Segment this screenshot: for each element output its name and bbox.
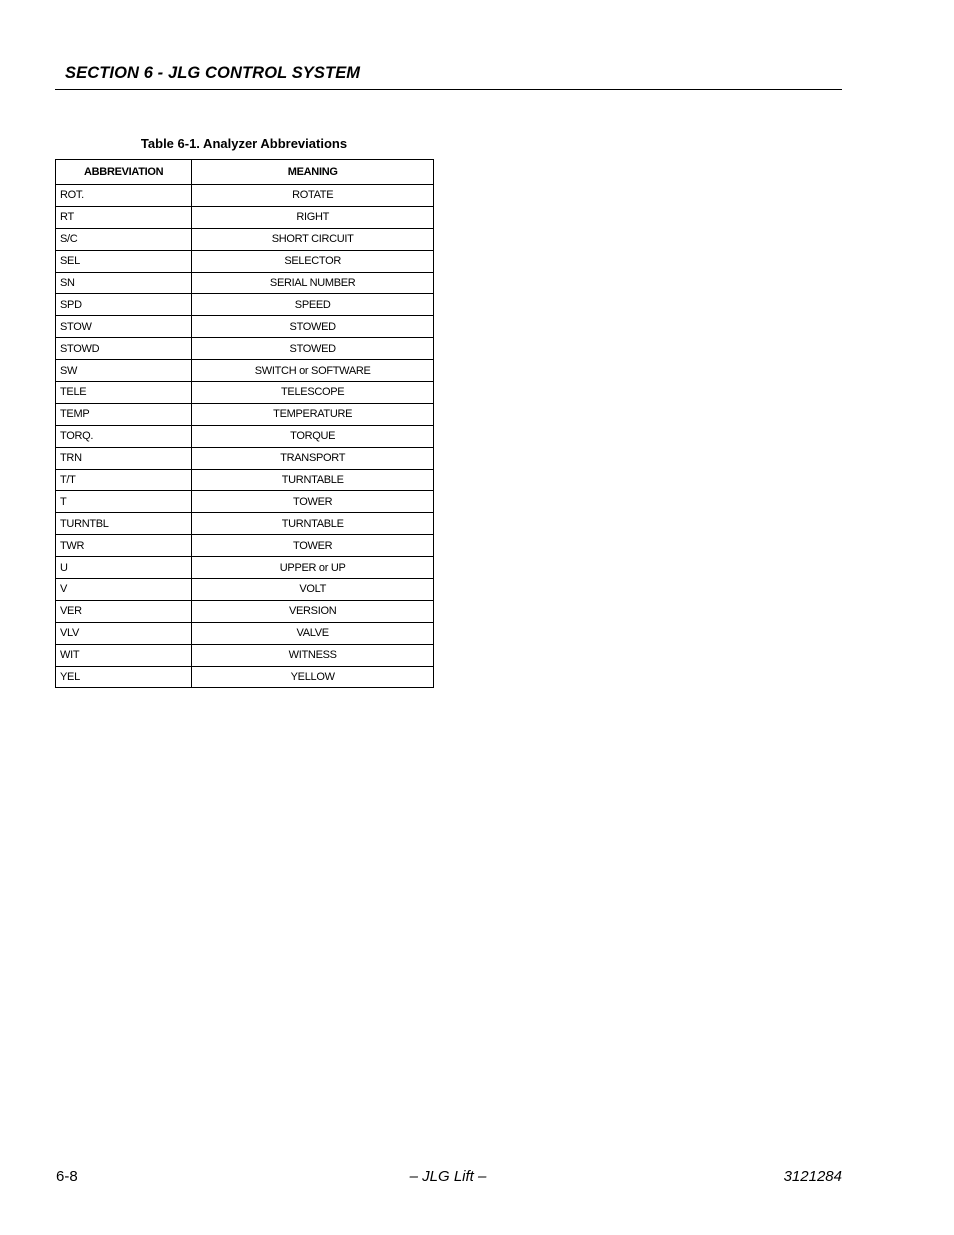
abbreviation-cell: S/C: [56, 228, 192, 250]
table-row: [56, 250, 434, 272]
abbreviation-cell: WIT: [56, 644, 192, 666]
abbreviation-cell: STOW: [56, 316, 192, 338]
abbreviation-cell: SPD: [56, 294, 192, 316]
column-header-meaning: MEANING: [192, 160, 434, 185]
abbreviation-cell: TEMP: [56, 403, 192, 425]
column-header-abbreviation: ABBREVIATION: [56, 160, 192, 185]
abbreviation-cell: TURNTBL: [56, 513, 192, 535]
abbreviation-cell: V: [56, 579, 192, 601]
meaning-cell: STOWED: [192, 338, 434, 360]
abbreviation-cell: T: [56, 491, 192, 513]
table-row: [56, 600, 434, 622]
meaning-cell: SHORT CIRCUIT: [192, 228, 434, 250]
meaning-cell: SELECTOR: [192, 250, 434, 272]
footer-publisher: – JLG Lift –: [409, 1168, 487, 1185]
table-row: [56, 425, 434, 447]
page-number: 6-8: [56, 1168, 78, 1185]
table-row: [56, 644, 434, 666]
table-row: [56, 360, 434, 382]
meaning-cell: ROTATE: [192, 185, 434, 207]
meaning-cell: SPEED: [192, 294, 434, 316]
meaning-cell: TOWER: [192, 535, 434, 557]
meaning-cell: TEMPERATURE: [192, 403, 434, 425]
abbreviation-cell: VER: [56, 600, 192, 622]
meaning-cell: RIGHT: [192, 206, 434, 228]
table-row: [56, 206, 434, 228]
header-divider: [55, 89, 842, 90]
meaning-cell: TELESCOPE: [192, 382, 434, 404]
meaning-cell: TOWER: [192, 491, 434, 513]
table-row: [56, 491, 434, 513]
table-row: [56, 666, 434, 688]
meaning-cell: SWITCH or SOFTWARE: [192, 360, 434, 382]
table-row: [56, 403, 434, 425]
abbreviation-cell: YEL: [56, 666, 192, 688]
abbreviation-cell: SN: [56, 272, 192, 294]
table-row: [56, 469, 434, 491]
meaning-cell: UPPER or UP: [192, 557, 434, 579]
section-title: SECTION 6 - JLG CONTROL SYSTEM: [65, 64, 361, 82]
abbreviation-cell: TORQ.: [56, 425, 192, 447]
table-header-row: [56, 160, 434, 185]
meaning-cell: TURNTABLE: [192, 513, 434, 535]
table-row: [56, 316, 434, 338]
meaning-cell: TORQUE: [192, 425, 434, 447]
meaning-cell: VOLT: [192, 579, 434, 601]
abbreviation-cell: VLV: [56, 622, 192, 644]
abbreviation-cell: TRN: [56, 447, 192, 469]
meaning-cell: SERIAL NUMBER: [192, 272, 434, 294]
meaning-cell: WITNESS: [192, 644, 434, 666]
meaning-cell: TURNTABLE: [192, 469, 434, 491]
document-number: 3121284: [783, 1168, 842, 1185]
table-body: [56, 185, 434, 688]
table-row: [56, 535, 434, 557]
abbreviation-cell: TWR: [56, 535, 192, 557]
abbreviations-table: [55, 159, 434, 688]
abbreviation-cell: U: [56, 557, 192, 579]
table-row: [56, 272, 434, 294]
table-row: [56, 338, 434, 360]
table-row: [56, 579, 434, 601]
table-row: [56, 557, 434, 579]
abbreviation-cell: T/T: [56, 469, 192, 491]
table-row: [56, 513, 434, 535]
table-row: [56, 382, 434, 404]
meaning-cell: STOWED: [192, 316, 434, 338]
table-row: [56, 228, 434, 250]
meaning-cell: TRANSPORT: [192, 447, 434, 469]
table-row: [56, 294, 434, 316]
table-row: [56, 447, 434, 469]
table-row: [56, 622, 434, 644]
meaning-cell: VALVE: [192, 622, 434, 644]
meaning-cell: VERSION: [192, 600, 434, 622]
meaning-cell: YELLOW: [192, 666, 434, 688]
abbreviation-cell: STOWD: [56, 338, 192, 360]
table-caption: Table 6-1. Analyzer Abbreviations: [140, 136, 348, 151]
table-row: [56, 185, 434, 207]
abbreviation-cell: RT: [56, 206, 192, 228]
abbreviation-cell: SW: [56, 360, 192, 382]
abbreviation-cell: TELE: [56, 382, 192, 404]
abbreviation-cell: SEL: [56, 250, 192, 272]
abbreviation-cell: ROT.: [56, 185, 192, 207]
